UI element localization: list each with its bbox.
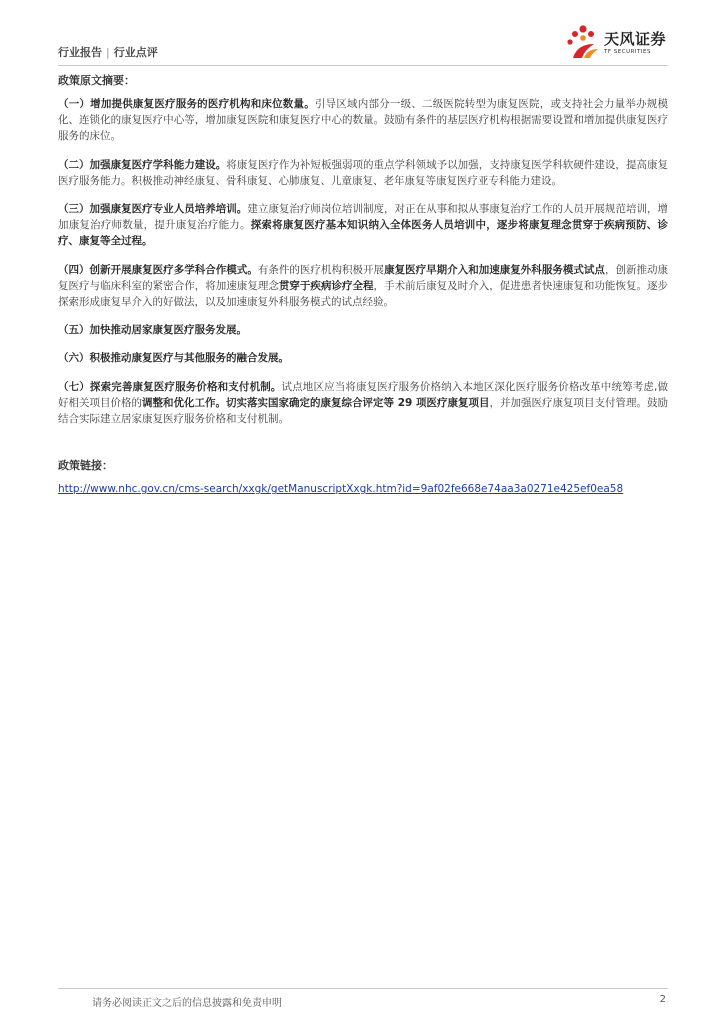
report-category [58, 44, 158, 60]
policy-item-title: （三）加强康复医疗专业人员培养培训。 [58, 203, 248, 216]
policy-item-title: （七）探索完善康复医疗服务价格和支付机制。 [58, 380, 282, 393]
policy-item-text: 引导区域内部分一级、二级医院转型为康复医院，或支持社会力量举办规模化、连锁化的康复医疗中心等，增加康复医院和康复医疗中心的数量。鼓励有条件的基层医疗机构根据需要设置和增加提供康复医疗服务的床位。 [58, 98, 669, 143]
logo-chinese-name: 天风证券 [604, 30, 667, 48]
policy-item-text: 将康复医疗作为补短板强弱项的重点学科领域予以加强，支持康复医学科软硬件建设，提高康复医疗服务能力。积极推动神经康复、骨科康复、心肺康复、儿童康复、老年康复等康复医疗亚专科能力建设。 [58, 158, 668, 187]
tf-securities-logo-icon [564, 24, 602, 62]
policy-item-title: （六）积极推动康复医疗与其他服务的融合发展。 [58, 352, 289, 365]
policy-link-heading: 政策链接： [58, 459, 113, 473]
policy-item-title: （四）创新开展康复医疗多学科合作模式。 [58, 263, 258, 276]
policy-item-3 [58, 201, 668, 250]
policy-item-7 [58, 379, 668, 428]
policy-item-text: 建立康复治疗师岗位培训制度，对正在从事和拟从事康复治疗工作的人员开展规范培训，增加康复治疗师数量，提升康复治疗能力。 [58, 203, 669, 232]
policy-item-2 [58, 157, 668, 189]
policy-item-text: 试点地区应当将康复医疗服务价格纳入本地区深化医疗服务价格改革中统筹考虑,做好相关项目价格的 [58, 380, 669, 409]
policy-item-text: ，手术前后康复及时介入，促进患者快速康复和功能恢复。逐步探索形成康复早介入的好做法，以及加速康复外科服务模式的试点经验。 [58, 279, 669, 309]
document-body [58, 72, 668, 495]
policy-item-4 [58, 262, 668, 311]
policy-item-title: （二）加强康复医疗学科能力建设。 [58, 158, 227, 171]
subcategory-label: 行业点评 [113, 46, 158, 59]
category-separator: | [106, 46, 110, 59]
page-number: 2 [659, 994, 666, 1005]
policy-item-text: ，并加强医疗康复项目支付管理。鼓励结合实际建立居家康复医疗服务价格和支付机制。 [58, 396, 669, 426]
policy-item-title: （一）增加提供康复医疗服务的医疗机构和床位数量。 [58, 98, 315, 110]
logo-english-name: TF SECURITIES [604, 49, 651, 55]
policy-item-emphasis: 调整和优化工作。切实落实国家确定的康复综合评定等 29 项医疗康复项目 [142, 396, 490, 409]
policy-item-emphasis: 探索将康复医疗基本知识纳入全体医务人员培训中，逐步将康复理念贯穿于疾病预防、诊疗、康复等全过程。 [58, 219, 669, 248]
header-divider [58, 65, 668, 66]
tf-securities-logo [564, 24, 668, 64]
policy-item-emphasis: 康复医疗早期介入和加速康复外科服务模式试点 [384, 263, 605, 276]
disclaimer-note: 请务必阅读正文之后的信息披露和免责申明 [92, 998, 282, 1009]
policy-item-text: ，创新推动康复医疗与临床科室的紧密合作，将加速康复理念 [58, 263, 669, 292]
policy-item-6 [58, 350, 668, 366]
policy-item-title: （五）加快推动居家康复医疗服务发展。 [58, 324, 247, 337]
policy-item-text: 有条件的医疗机构积极开展 [257, 263, 385, 276]
policy-summary-heading: 政策原文摘要： [58, 74, 135, 87]
category-label: 行业报告 [58, 46, 102, 59]
policy-item-emphasis: 贯穿于疾病诊疗全程 [278, 279, 374, 292]
policy-item-1 [58, 96, 668, 145]
page-header [58, 30, 668, 64]
footer-divider [58, 988, 668, 989]
policy-item-5 [58, 322, 668, 338]
policy-link[interactable]: http://www.nhc.gov.cn/cms-search/xxgk/getManuscriptXxgk.htm?id=9af02fe668e74aa3a0271e425ef0ea58 [58, 483, 624, 496]
